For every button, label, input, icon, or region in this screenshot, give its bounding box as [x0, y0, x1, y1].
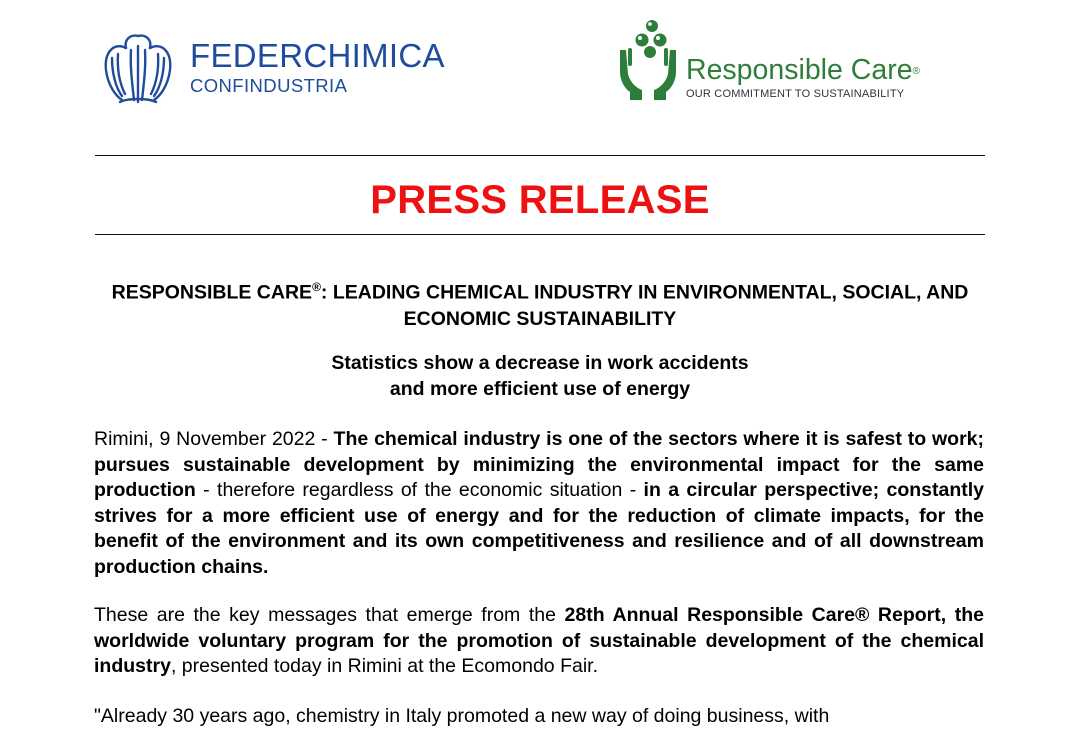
headline: RESPONSIBLE CARE®: LEADING CHEMICAL INDUSTRY IN ENVIRONMENTAL, SOCIAL, AND ECONOMIC SUSTAINABILITY: [111, 280, 969, 330]
federchimica-logo: [100, 30, 445, 106]
subheadline-line-2: and more efficient use of energy: [389, 378, 691, 400]
responsible-care-logo: [616, 18, 920, 102]
paragraph-2: These are the key messages that emerge from the 28th Annual Responsible Care® Report, the worldwide voluntary program for the promotion of sustainable development of the chemical industry, presented today in Rimini at the Ecomondo Fair.: [94, 604, 984, 678]
federchimica-wordmark: [190, 39, 445, 97]
subheadline: [95, 350, 985, 402]
responsible-care-wordmark: [686, 55, 920, 100]
responsible-care-hands-icon: [616, 18, 680, 102]
press-release-title: PRESS RELEASE: [370, 178, 710, 222]
subheadline-line-1: Statistics show a decrease in work accidents: [331, 352, 749, 374]
responsible-care-tagline: OUR COMMITMENT TO SUSTAINABILITY: [686, 88, 905, 100]
bottom-divider: [95, 234, 985, 235]
paragraph-1: Rimini, 9 November 2022 - The chemical industry is one of the sectors where it is safest to work; pursues sustainable development by minimizing the environmental impact for the same production - therefore regardless of the economic situation - in a circular perspective; constantly strives for a more efficient use of energy and for the reduction of climate impacts, for the benefit of the environment and its own competitiveness and resilience and of all downstream production chains.: [94, 428, 985, 578]
federchimica-subtitle: CONFINDUSTRIA: [190, 75, 348, 96]
paragraph-3: "Already 30 years ago, chemistry in Italy promoted a new way of doing business, with: [94, 705, 830, 727]
registered-mark: ®: [912, 66, 920, 77]
responsible-care-title: Responsible Care®: [686, 54, 920, 86]
top-divider: [95, 155, 985, 156]
federchimica-eagle-icon: [100, 30, 176, 106]
federchimica-title: FEDERCHIMICA: [190, 37, 445, 74]
